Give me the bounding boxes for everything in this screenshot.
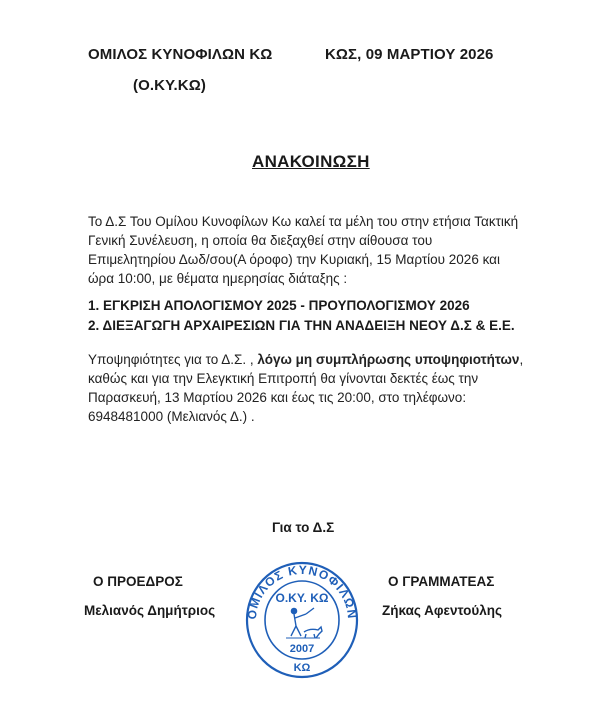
secretary-title: Ο ΓΡΑΜΜΑΤΕΑΣ xyxy=(388,574,495,589)
agenda-item-2: 2. ΔΙΕΞΑΓΩΓΗ ΑΡΧΑΙΡΕΣΙΩΝ ΓΙΑ ΤΗΝ ΑΝΑΔΕΙΞΗ ΝΕΟΥ Δ.Σ & Ε.Ε. xyxy=(88,318,515,333)
president-title: Ο ΠΡΟΕΔΡΟΣ xyxy=(93,574,183,589)
candidacy-emphasis: λόγω μη συμπλήρωσης υποψηφιοτήτων xyxy=(257,352,520,367)
candidacy-line-4: 6948481000 (Μελιανός Δ.) . xyxy=(88,409,255,424)
agenda-item-1: 1. ΕΓΚΡΙΣΗ ΑΠΟΛΟΓΙΣΜΟΥ 2025 - ΠΡΟΥΠΟΛΟΓΙΣΜΟΥ 2026 xyxy=(88,298,470,313)
candidacy-line-2: καθώς και για την Ελεγκτική Επιτροπή θα γίνονται δεκτές έως την xyxy=(88,371,479,386)
intro-line: Γενική Συνέλευση, η οποία θα διεξαχθεί στην αίθουσα του xyxy=(88,233,433,248)
candidacy-suffix: , xyxy=(519,352,524,367)
org-name: ΟΜΙΛΟΣ ΚΥΝΟΦΙΛΩΝ ΚΩ xyxy=(88,46,273,63)
for-board-label: Για το Δ.Σ xyxy=(272,520,335,535)
intro-line: ώρα 10:00, με θέματα ημερησίας διάταξης : xyxy=(88,271,348,286)
candidacy-prefix: Υποψηφιότητες για το Δ.Σ. , xyxy=(88,352,258,367)
candidacy-paragraph xyxy=(88,350,528,426)
hunter-dog-figure xyxy=(286,608,322,638)
candidacy-line-3: Παρασκευή, 13 Μαρτίου 2026 και έως τις 20:00, στο τηλέφωνο: xyxy=(88,390,467,405)
secretary-name: Ζήκας Αφεντούλης xyxy=(382,603,502,618)
club-stamp-seal xyxy=(244,556,360,680)
intro-line: Επιμελητηρίου Δωδ/σου(Α όροφο) την Κυριακή, 15 Μαρτίου 2026 και xyxy=(88,252,500,267)
intro-paragraph xyxy=(88,212,528,288)
stamp-center-text: Ο.ΚΥ. ΚΩ xyxy=(275,591,329,605)
stamp-ring-text: ΟΜΙΛΟΣ ΚΥΝΟΦΙΛΩΝ xyxy=(244,562,360,621)
intro-line: Το Δ.Σ Του Ομίλου Κυνοφίλων Κω καλεί τα μέλη του στην ετήσια Τακτική xyxy=(88,214,519,229)
president-name: Μελιανός Δημήτριος xyxy=(84,603,216,618)
org-abbreviation: (Ο.ΚΥ.ΚΩ) xyxy=(133,77,206,94)
page-title: ΑΝΑΚΟΙΝΩΣΗ xyxy=(252,152,370,171)
place-and-date: ΚΩΣ, 09 ΜΑΡΤΙΟΥ 2026 xyxy=(325,46,494,63)
stamp-year: 2007 xyxy=(289,643,315,655)
stamp-bottom-text: ΚΩ xyxy=(293,662,311,674)
candidacy-line-1 xyxy=(88,350,528,369)
